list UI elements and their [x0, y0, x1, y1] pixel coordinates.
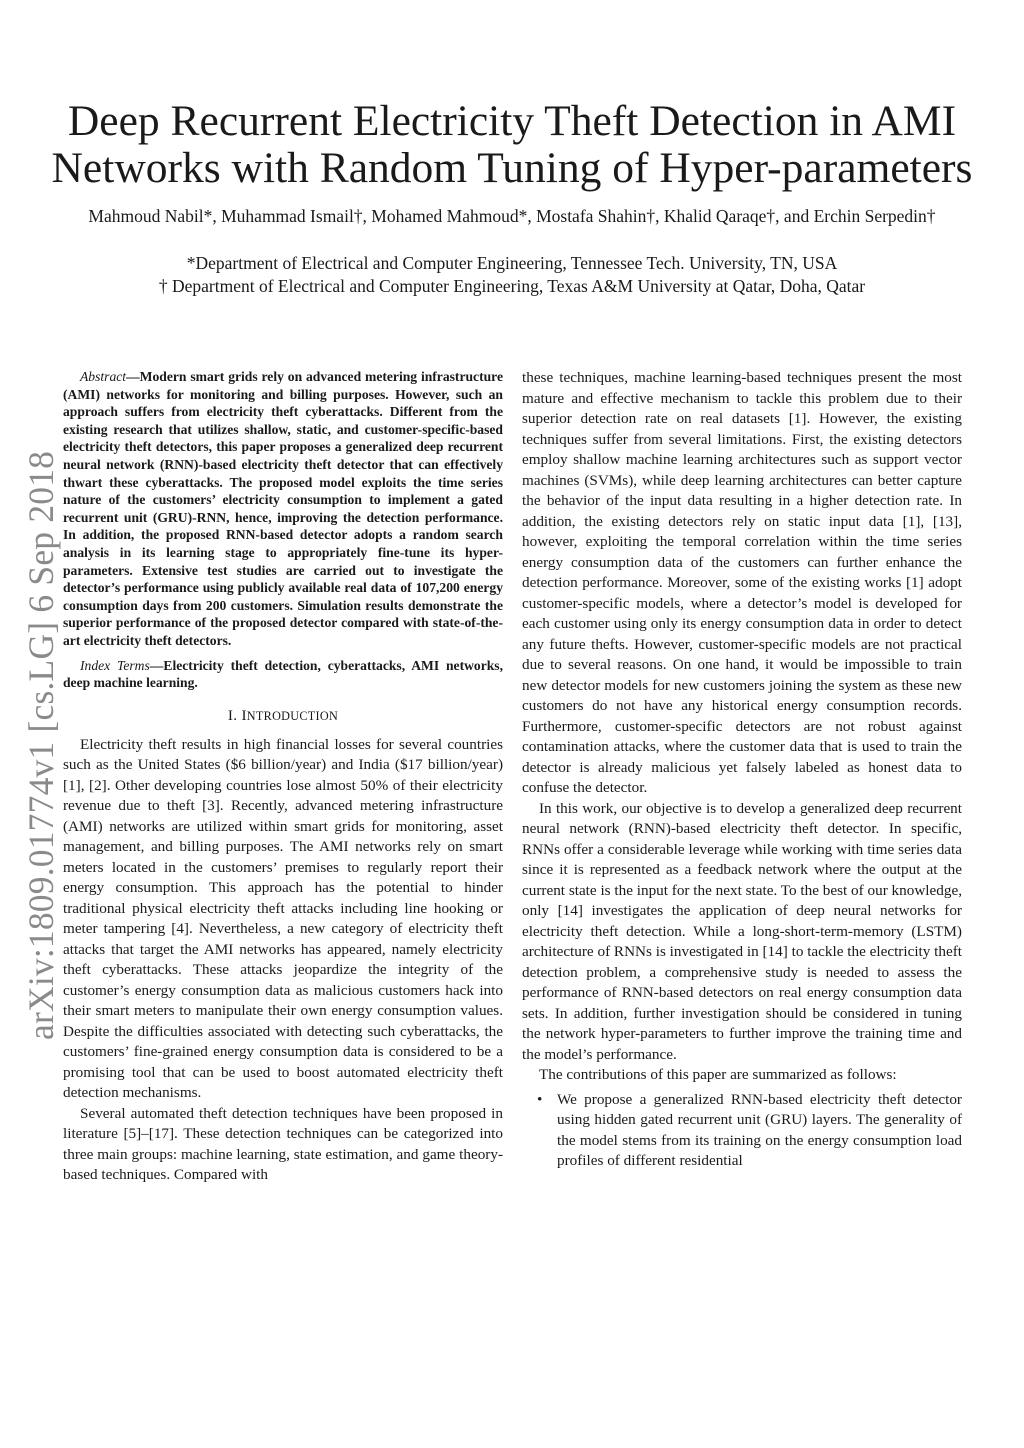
- index-terms-label: Index Terms: [80, 657, 150, 673]
- abstract-label: Abstract: [80, 369, 127, 384]
- list-item: • We propose a generalized RNN-based electricity theft detector using hidden gated recurrent unit (GRU) layers. The generality of the model stems from its training on the energy consumption load profiles of different residential: [522, 1090, 962, 1172]
- body-paragraph: these techniques, machine learning-based techniques present the most mature and effective mechanism to tackle this problem due to their superior detection rate on real datasets [1]. However, the existing techniques suffer from several limitations. First, the existing detectors employ shallow machine learning architectures such as support vector machines (SVMs), while deep learning architectures can better capture the behavior of the input data resulting in a higher detection rate. In addition, the existing detectors rely on static input data [1], [13], however, exploiting the temporal correlation within the time series energy consumption data of the customers can further enhance the detection performance. Moreover, some of the existing works [1] adopt customer-specific models, where a detector’s model is developed for each customer using only its energy consumption data in order to detect any future thefts. However, customer-specific models are not practical due to several reasons. On one hand, it would be impossible to train new detector models for new customers joining the system as these new customers do not have any historical energy consumption records. Furthermore, customer-specific detectors are not robust against contamination attacks, where the customer data that is used to train the detector is already malicious yet falsely labeled as honest data to confuse the detector.: [522, 369, 962, 796]
- body-paragraph: Several automated theft detection techniques have been proposed in literature [5]–[17]. These detection techniques can be categorized into three main groups: machine learning, state estimation, and game theory-based techniques. Compared with: [63, 1104, 503, 1184]
- index-terms: [63, 657, 503, 692]
- affiliation-1: *Department of Electrical and Computer Engineering, Tennessee Tech. University, TN, USA: [186, 253, 838, 273]
- contributions-list: [522, 1090, 962, 1172]
- right-column: [522, 368, 962, 1172]
- paper-title: Deep Recurrent Electricity Theft Detection in AMI Networks with Random Tuning of Hyper-parameters: [51, 97, 973, 192]
- body-paragraph: The contributions of this paper are summarized as follows:: [539, 1066, 897, 1083]
- section-heading-introduction: [63, 706, 503, 726]
- left-column: [63, 368, 503, 1186]
- index-terms-text: —Electricity theft detection, cyberattacks, AMI networks, deep machine learning.: [63, 657, 503, 691]
- abstract: [63, 368, 503, 650]
- arxiv-stamp: arXiv:1809.01774v1 [cs.LG] 6 Sep 2018: [21, 450, 61, 1040]
- section-title-rest: NTRODUCTION: [246, 708, 339, 723]
- author-list: Mahmoud Nabil*, Muhammad Ismail†, Mohamed Mahmoud*, Mostafa Shahin†, Khalid Qaraqe†, and Erchin Serpedin†: [88, 206, 936, 226]
- section-title-initial: I: [241, 706, 247, 724]
- body-paragraph: In this work, our objective is to develop a generalized deep recurrent neural network (RNN)-based electricity theft detector. In specific, RNNs offer a considerable leverage while working with time series data since it is represented as a feedback network where the output at the current state is the input for the next state. To the best of our knowledge, only [14] investigates the application of deep neural networks for electricity theft detection. While a long-short-term-memory (LSTM) architecture of RNNs is investigated in [14] to tackle the electricity theft detection problem, a comprehensive study is needed to assess the performance of RNN-based detectors on real energy consumption data sets. In addition, further investigation should be considered in tuning the network hyper-parameters to further improve the training time and the model’s performance.: [522, 799, 962, 1063]
- abstract-text: —Modern smart grids rely on advanced metering infrastructure (AMI) networks for monitoring and billing purposes. However, such an approach suffers from electricity theft cyberattacks. Different from the existing research that utilizes shallow, static, and customer-specific-based electricity theft detectors, this paper proposes a generalized deep recurrent neural network (RNN)-based electricity theft detector that can effectively thwart these cyberattacks. The proposed model exploits the time series nature of the customers’ electricity consumption to implement a gated recurrent unit (GRU)-RNN, hence, improving the detection performance. In addition, the proposed RNN-based detector adopts a random search analysis in its learning stage to appropriately fine-tune its hyper-parameters. Extensive test studies are carried out to investigate the detector’s performance using publicly available real data of 107,200 energy consumption days from 200 customers. Simulation results demonstrate the superior performance of the proposed detector compared with state-of-the-art electricity theft detectors.: [63, 369, 503, 648]
- section-number: I.: [227, 706, 242, 724]
- affiliation-2: † Department of Electrical and Computer Engineering, Texas A&M University at Qatar, Doha, Qatar: [158, 276, 866, 296]
- body-paragraph: Electricity theft results in high financial losses for several countries such as the United States ($6 billion/year) and India ($17 billion/year) [1], [2]. Other developing countries lose almost 50% of their electricity revenue due to theft [3]. Recently, advanced metering infrastructure (AMI) networks are utilized within smart grids for monitoring, asset management, and billing purposes. The AMI networks rely on smart meters located in the customers’ premises to regularly report their energy consumption. This approach has the potential to hinder traditional physical electricity theft attacks including line hooking or meter tampering [4]. Nevertheless, a new category of electricity theft attacks that target the AMI networks has appeared, namely electricity theft cyberattacks. These attacks jeopardize the integrity of the customer’s energy consumption data as malicious customers hack into their smart meters to manipulate their own energy consumption values. Despite the difficulties associated with detecting such cyberattacks, the customers’ fine-grained energy consumption data is considered to be a promising tool that can be used to boost automated electricity theft detection mechanisms.: [63, 735, 503, 1102]
